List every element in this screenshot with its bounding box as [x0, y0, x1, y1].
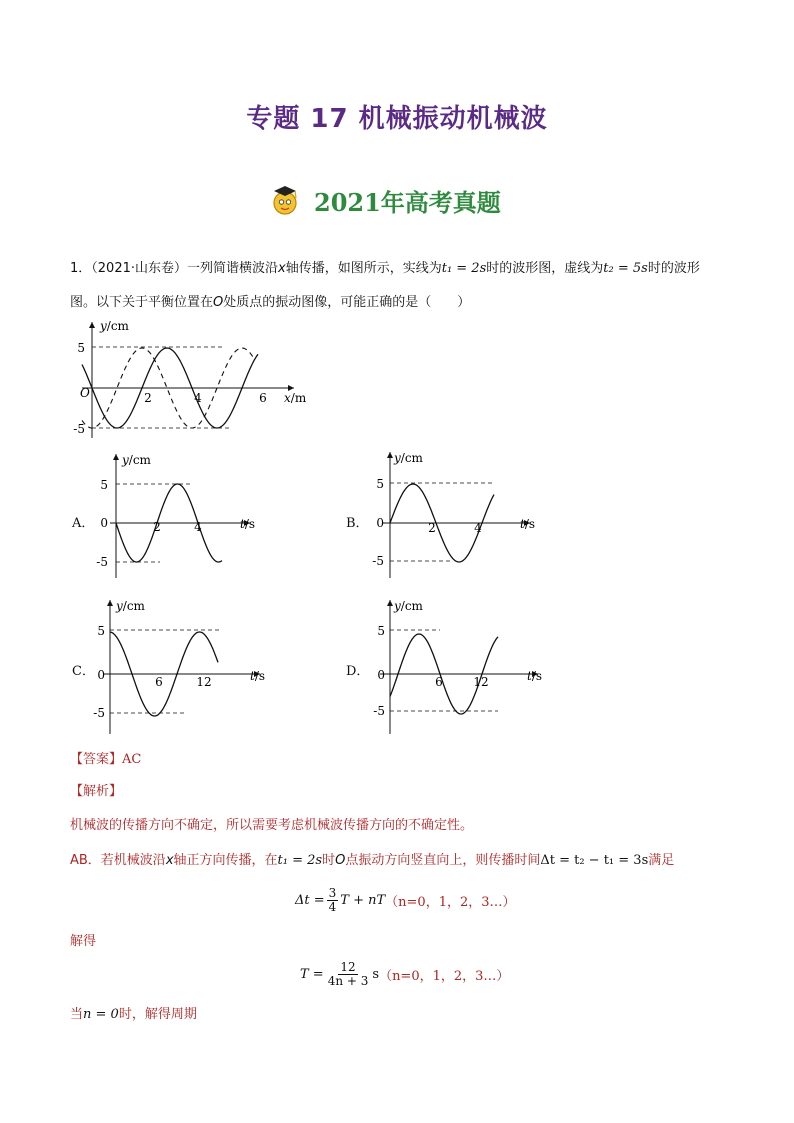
svg-text:12: 12: [196, 675, 212, 689]
svg-text:y/cm: y/cm: [394, 599, 423, 613]
option-c-graph: [93, 596, 270, 736]
x-tick-4: 4: [194, 391, 202, 405]
option-a-label: A．: [72, 516, 95, 531]
wave-figure: [72, 316, 322, 444]
answer-line: [70, 748, 141, 767]
svg-text:t/s: t/s: [250, 669, 266, 683]
svg-text:-5: -5: [373, 704, 385, 718]
formula-period: T = $\frac{12}{4n + 3}$ s （n=0，1，2，3…）: [300, 959, 510, 988]
svg-text:-5: -5: [372, 554, 384, 568]
answer-value: AC: [122, 752, 142, 767]
solve-label: 解得: [70, 934, 97, 949]
svg-text:5: 5: [100, 478, 108, 492]
svg-text:2: 2: [428, 521, 436, 535]
question-line-2: 图。以下关于平衡位置在O处质点的振动图像，可能正确的是（ ）: [70, 295, 471, 310]
svg-text:-5: -5: [93, 706, 105, 720]
svg-text:y/cm: y/cm: [394, 451, 423, 465]
svg-text:6: 6: [435, 675, 443, 689]
svg-text:y/cm: y/cm: [122, 453, 151, 467]
option-d-graph: [370, 596, 550, 736]
subheading-text: 2021年高考真题: [314, 187, 501, 217]
option-c-label: C．: [72, 664, 95, 679]
svg-text:12: 12: [473, 675, 489, 689]
option-b-label: B．: [346, 516, 369, 531]
svg-text:5: 5: [377, 624, 385, 638]
svg-text:5: 5: [376, 477, 384, 491]
analysis-line-1: 机械波的传播方向不确定，所以需要考虑机械波传播方向的不确定性。: [70, 818, 474, 833]
svg-text:4: 4: [474, 521, 482, 535]
page-title: 专题 17 机械振动机械波: [246, 104, 548, 134]
option-a-graph: [96, 450, 260, 580]
option-b-graph: [372, 448, 542, 580]
answer-label: 【答案】: [70, 752, 123, 767]
analysis-label: 【解析】: [70, 784, 123, 799]
svg-text:4: 4: [194, 520, 202, 534]
graduation-mascot-icon: [268, 183, 302, 217]
svg-text:2: 2: [153, 520, 161, 534]
svg-text:t/s: t/s: [527, 669, 543, 683]
section-subheading: [268, 180, 501, 220]
svg-text:y/cm: y/cm: [116, 599, 145, 613]
formula-delta-t: Δt = $\frac{3}{4}$ T + nT （n=0，1，2，3…）: [295, 885, 516, 914]
origin-label: O: [80, 386, 90, 400]
x-tick-6: 6: [259, 391, 267, 405]
svg-text:0: 0: [100, 516, 108, 530]
y-axis-label: y/cm: [100, 319, 129, 333]
analysis-last-line: 当n = 0时，解得周期: [70, 1007, 197, 1022]
x-tick-2: 2: [144, 391, 152, 405]
svg-text:0: 0: [97, 668, 105, 682]
y-tick-5: 5: [77, 341, 85, 355]
question-text: [70, 252, 730, 320]
option-d-label: D．: [346, 664, 370, 679]
analysis-line-2: AB．若机械波沿x轴正方向传播，在t₁ = 2s时O点振动方向竖直向上，则传播时间Δt = t₂ − t₁ = 3s满足: [70, 853, 675, 868]
y-tick-neg5: -5: [73, 422, 85, 436]
svg-text:0: 0: [376, 516, 384, 530]
svg-text:5: 5: [97, 624, 105, 638]
svg-text:0: 0: [377, 668, 385, 682]
svg-text:-5: -5: [96, 555, 108, 569]
svg-text:t/s: t/s: [240, 517, 256, 531]
x-axis-label: x/m: [284, 391, 307, 405]
svg-text:t/s: t/s: [520, 517, 536, 531]
svg-text:6: 6: [155, 675, 163, 689]
question-line-1: 1．（2021·山东卷）一列简谐横波沿x轴传播，如图所示，实线为t₁ = 2s时的波形图，虚线为t₂ = 5s时的波形: [70, 261, 700, 276]
